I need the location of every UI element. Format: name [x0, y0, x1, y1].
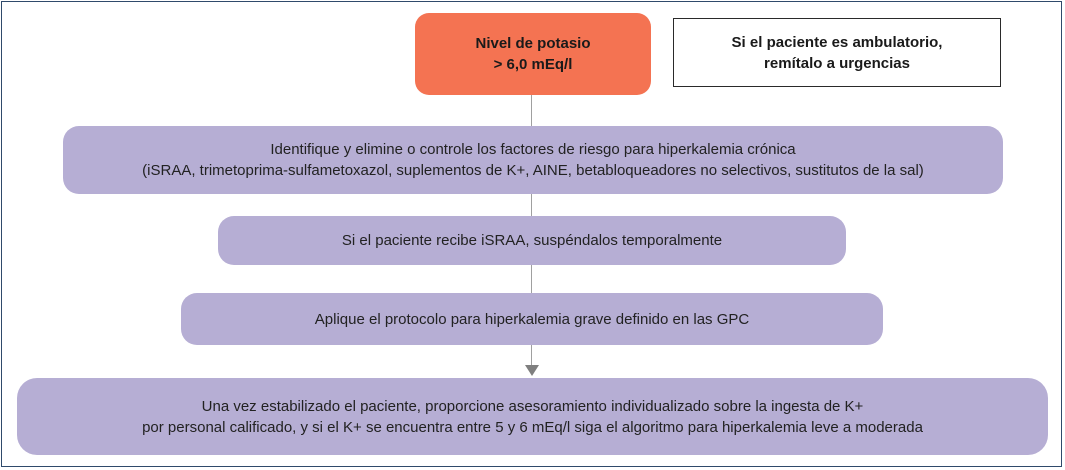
step-suspend-israa-line1: Si el paciente recibe iSRAA, suspéndalos temporalmente [341, 232, 723, 249]
step-severe-protocol-line1: Aplique el protocolo para hiperkalemia grave definido en las GPC [314, 310, 750, 328]
step-severe-protocol [181, 293, 883, 345]
outpatient-note-box [673, 18, 1001, 87]
outpatient-note-line2: remítalo a urgencias [764, 54, 910, 72]
potassium-level-title: Nivel de potasio [475, 35, 591, 52]
connector-step3-to-step4 [531, 345, 532, 367]
step-risk-factors-line1: Identifique y elimine o controle los factores de riesgo para hiperkalemia crónica [270, 141, 796, 158]
step-risk-factors [63, 126, 1003, 194]
outpatient-note-line1: Si el paciente es ambulatorio, [731, 33, 943, 51]
step-suspend-israa [218, 216, 846, 265]
step-risk-factors-line2: (iSRAA, trimetoprima-sulfametoxazol, suplementos de K+, AINE, betabloqueadores no selectivos, sustitutos de la sal) [142, 162, 924, 179]
step-counseling [17, 378, 1048, 455]
connector-start-to-step1 [531, 95, 532, 126]
arrowhead-icon [525, 365, 539, 376]
potassium-level-node [415, 13, 651, 95]
step-counseling-line2: por personal calificado, y si el K+ se encuentra entre 5 y 6 mEq/l siga el algoritmo para hiperkalemia leve a moderada [142, 418, 923, 436]
connector-step2-to-step3 [531, 265, 532, 293]
potassium-level-threshold: > 6,0 mEq/l [493, 56, 573, 73]
connector-step1-to-step2 [531, 194, 532, 216]
step-counseling-line1: Una vez estabilizado el paciente, proporcione asesoramiento individualizado sobre la ingesta de K+ [201, 397, 864, 415]
